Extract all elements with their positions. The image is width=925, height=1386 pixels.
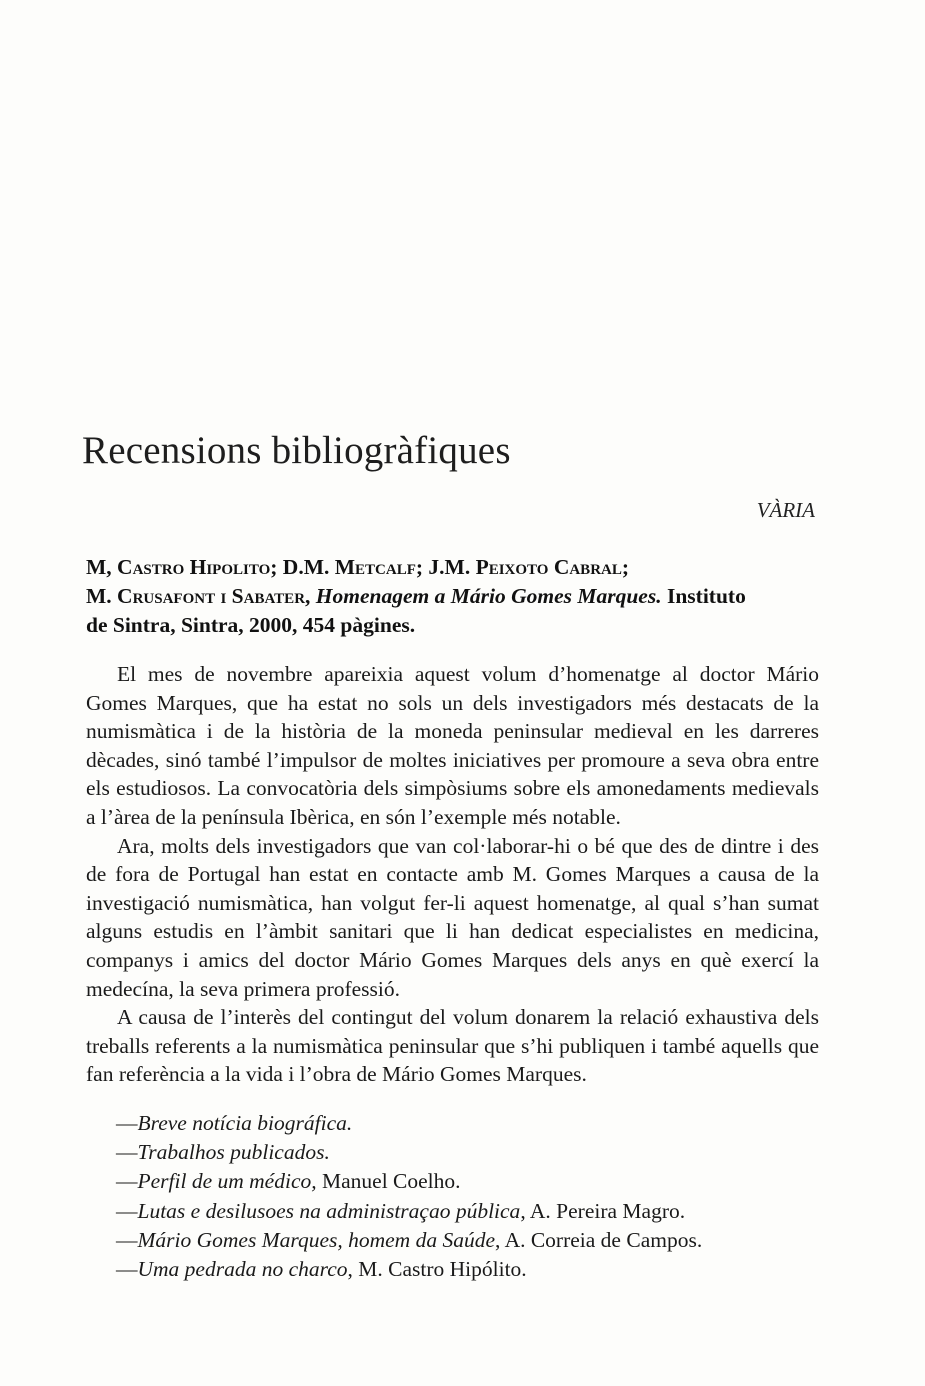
citation-authors-1: M, Castro Hipolito; D.M. Metcalf; J.M. Peixoto Cabral;: [86, 555, 630, 579]
list-dash: —: [116, 1169, 138, 1194]
citation-line-1: [86, 553, 826, 582]
book-title: Homenagem a Mário Gomes Marques.: [315, 584, 662, 608]
work-author: , M. Castro Hipólito.: [347, 1257, 527, 1282]
work-author: , A. Pereira Magro.: [520, 1198, 686, 1223]
publisher-part-1: Instituto: [666, 584, 746, 608]
body-paragraph: Ara, molts dels investigadors que van col·laborar-hi o bé que des de dintre i des de fora de Portugal han estat en contacte amb M. Gomes Marques a causa de la investigació numismàtica, han volgut fer-li aquest homenatge, al qual s’han sumat alguns estudis en l’àmbit sanitari que li han dedicat especialistes en medicina, companys i amics del doctor Mário Gomes Marques dels anys en què exercí la medecína, la seva primera professió.: [86, 833, 819, 1001]
list-item: [116, 1255, 816, 1284]
list-item: [116, 1138, 816, 1167]
list-item: [116, 1197, 816, 1226]
work-title: Lutas e desilusoes na administraçao pública: [137, 1198, 521, 1223]
citation-line-3: [86, 611, 826, 640]
work-title: Breve notícia biográfica.: [137, 1111, 353, 1135]
list-dash: —: [116, 1257, 138, 1282]
list-dash: —: [116, 1227, 138, 1252]
review-body: [86, 660, 819, 1089]
publisher-part-2: de Sintra, Sintra, 2000, 454 pàgines.: [86, 613, 416, 637]
list-item: [116, 1109, 816, 1138]
section-label: VÀRIA: [756, 498, 815, 522]
body-paragraph: El mes de novembre apareixia aquest volum d’homenatge al doctor Mário Gomes Marques, que ha estat no sols un dels investigadors més destacats de la numismàtica i de la història de la moneda peninsular medieval en les darreres dècades, sinó també l’impulsor de moltes iniciatives per promoure a seva obra entre els estudiosos. La convocatòria dels simpòsiums sobre els amonedaments medievals a l’àrea de la península Ibèrica, en són l’exemple més notable.: [86, 662, 819, 829]
list-dash: —: [116, 1140, 138, 1165]
list-item: [116, 1226, 816, 1255]
review-citation: [86, 553, 826, 640]
citation-authors-2: M. Crusafont i Sabater,: [86, 584, 311, 608]
work-title: Perfil de um médico,: [137, 1169, 317, 1194]
list-dash: —: [116, 1198, 138, 1223]
work-title: Uma pedrada no charco: [137, 1257, 348, 1282]
citation-line-2: [86, 582, 826, 611]
contents-list: [116, 1109, 816, 1284]
list-dash: —: [116, 1111, 138, 1135]
work-author: , A. Correia de Campos.: [495, 1227, 703, 1252]
work-title: Mário Gomes Marques, homem da Saúde: [137, 1227, 495, 1252]
section-title: Recensions bibliogràfiques: [82, 429, 511, 472]
work-author: Manuel Coelho.: [316, 1169, 461, 1194]
work-title: Trabalhos publicados.: [137, 1140, 330, 1165]
list-item: [116, 1167, 816, 1196]
body-paragraph: A causa de l’interès del contingut del volum donarem la relació exhaustiva dels treballs referents a la numismàtica peninsular que s’hi publiquen i també aquells que fan referència a la vida i l’obra de Mário Gomes Marques.: [86, 1005, 819, 1087]
